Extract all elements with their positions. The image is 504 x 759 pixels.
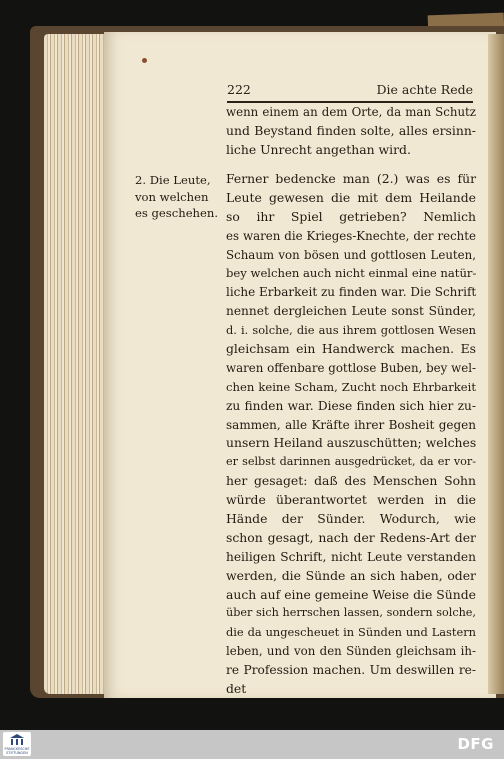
text-line: er selbst darinnen ausgedrücket, da er vor- — [226, 455, 476, 469]
text-line: die da ungescheuet in Sünden und Lastern — [226, 625, 476, 640]
text-line: schon gesagt, nach der Redens-Art der — [226, 529, 476, 545]
ink-spot — [142, 58, 147, 63]
catchword: det — [226, 681, 247, 697]
text-line: sammen, alle Kräfte ihrer Bosheit gegen — [226, 417, 476, 432]
running-head: Die achte Rede — [376, 82, 473, 97]
text-line: auch auf eine gemeine Weise die Sünde — [226, 586, 476, 602]
text-line: Ferner bedencke man (2.) was es für — [226, 171, 476, 186]
text-line: Hände der Sünder. Wodurch, wie — [226, 511, 476, 527]
text-line: d. i. solche, die aus ihrem gottlosen Wesen — [226, 323, 476, 338]
text-line: gleichsam ein Handwerck machen. Es — [226, 341, 476, 357]
page-right-edge — [488, 34, 504, 694]
margin-note-line: es geschehen. — [135, 206, 219, 220]
text-line: liche Unrecht angethan wird. — [226, 141, 411, 157]
text-line: wenn einem an dem Orte, da man Schutz — [226, 105, 476, 119]
text-line: so ihr Spiel getrieben? Nemlich — [226, 208, 476, 224]
text-line: heiligen Schrift, nicht Leute verstanden — [226, 549, 476, 564]
paragraph-1 — [226, 103, 476, 160]
text-line: würde überantwortet werden in die — [226, 492, 476, 508]
text-line: bey welchen auch nicht einmal eine natür- — [226, 266, 477, 281]
text-line: liche Erbarkeit zu finden war. Die Schrift — [226, 285, 477, 300]
text-line: über sich herrschen lassen, sondern solche, — [226, 606, 476, 620]
text-line: leben, und von den Sünden gleichsam ih- — [226, 644, 476, 659]
margin-note-line: 2. Die Leute, — [135, 173, 211, 187]
library-logo[interactable] — [3, 732, 31, 756]
dfg-logo[interactable]: DFG — [457, 735, 494, 753]
text-line: unsern Heiland auszuschütten; welches — [226, 435, 477, 451]
text-line: und Beystand finden solte, alles ersinn- — [226, 122, 476, 138]
text-line: es waren die Krieges-Knechte, der rechte — [226, 228, 476, 243]
margin-note — [135, 172, 225, 222]
text-line: nennet dergleichen Leute sonst Sünder, — [226, 304, 476, 319]
text-line: her gesaget: daß des Menschen Sohn — [226, 473, 476, 489]
text-line: re Profession machen. Um deswillen re- — [226, 663, 476, 678]
viewer-footer-bar — [0, 730, 504, 759]
text-line: Schaum von bösen und gottlosen Leuten, — [226, 247, 476, 262]
text-line: zu finden war. Diese finden sich hier zu- — [226, 398, 476, 413]
text-line: chen keine Scham, Zucht noch Ehrbarkeit — [226, 379, 476, 394]
library-logo-text: FRANCKESCHE STIFTUNGEN — [4, 747, 30, 755]
text-line: Leute gewesen die mit dem Heilande — [226, 189, 476, 205]
page-header — [227, 82, 473, 102]
text-line: waren offenbare gottlose Buben, bey wel- — [226, 360, 476, 375]
building-icon — [10, 734, 24, 746]
text-line: werden, die Sünde an sich haben, oder — [226, 567, 476, 583]
page-edges — [44, 34, 112, 694]
page-number: 222 — [227, 82, 251, 97]
margin-note-line: von welchen — [135, 189, 209, 204]
paragraph-2 — [226, 170, 476, 699]
